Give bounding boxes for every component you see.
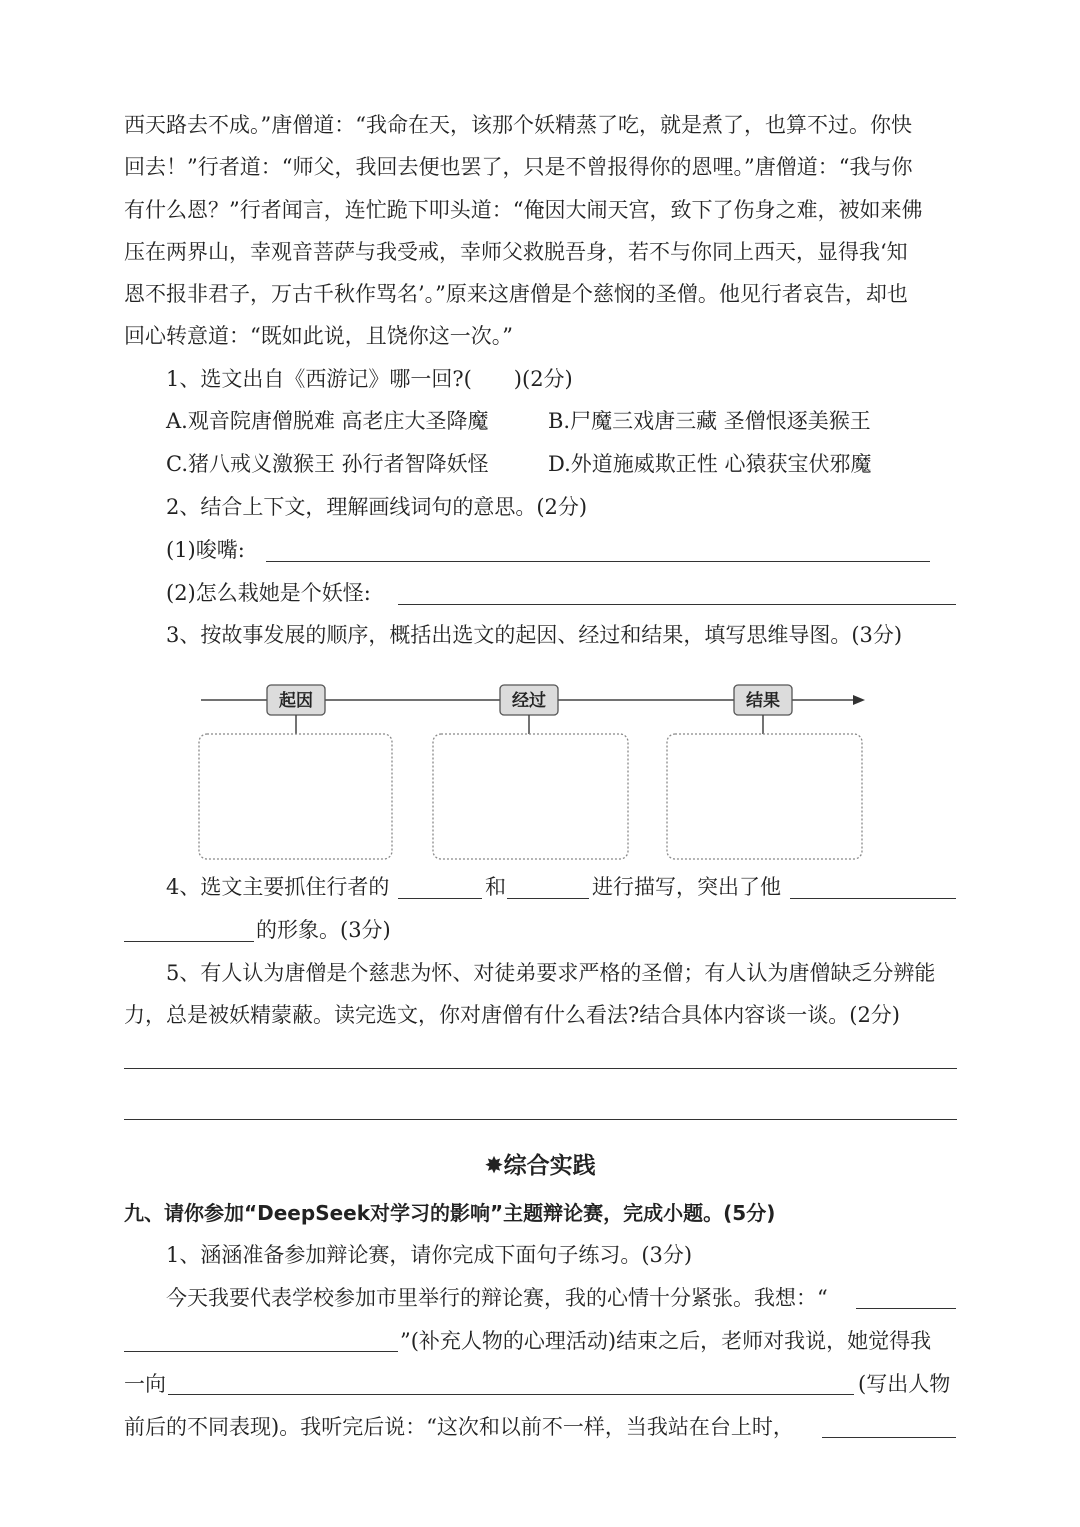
cause-label: 起因 <box>279 691 313 711</box>
q4-line-1 <box>0 866 1080 908</box>
q5-line-1 <box>0 952 1080 994</box>
result-label: 结果 <box>746 691 780 711</box>
q9-sub-1 <box>0 1234 1080 1276</box>
q9-sub-1-text: 1、涵涵准备参加辩论赛，请你完成下面句子练习。(3分) <box>166 1243 693 1267</box>
result-answer-box[interactable] <box>667 734 862 859</box>
q9-exercise-text-1: 今天我要代表学校参加市里举行的辩论赛，我的心情十分紧张。我想：“ <box>166 1286 828 1310</box>
q1-option-a[interactable]: A.观音院唐僧脱难 高老庄大圣降魔 <box>166 409 489 433</box>
q1-stem-text: 1、选文出自《西游记》哪一回?( )(2分) <box>166 367 573 391</box>
q9-exercise-line-2 <box>0 1320 1080 1362</box>
q1-options-row-2 <box>0 443 1080 485</box>
q4-blank-1[interactable] <box>398 898 482 899</box>
passage-line-2 <box>0 146 1080 188</box>
q9-stem <box>0 1192 1080 1234</box>
q2-item-2 <box>0 572 1080 614</box>
q5-text-2: 力，总是被妖精蒙蔽。读完选文，你对唐僧有什么看法?结合具体内容谈一谈。(2分) <box>124 1003 901 1027</box>
q1-option-c[interactable]: C.猪八戒义激猴王 孙行者智降妖怪 <box>166 452 489 476</box>
q9-blank-stage[interactable] <box>822 1437 956 1438</box>
q4-text-2: 和 <box>485 875 506 899</box>
passage-text: 恩不报非君子，万古千秋作骂名’。”原来这唐僧是个慈悯的圣僧。他见行者哀告，却也 <box>124 282 908 306</box>
process-label: 经过 <box>512 691 546 711</box>
q4-text-3: 进行描写，突出了他 <box>592 875 781 899</box>
q5-text-1: 5、有人认为唐僧是个慈悲为怀、对徒弟要求严格的圣僧；有人认为唐僧缺乏分辨能 <box>166 961 936 985</box>
q9-blank-behavior[interactable] <box>168 1394 854 1395</box>
q4-blank-3[interactable] <box>790 898 956 899</box>
q1-option-d[interactable]: D.外道施威欺正性 心猿获宝伏邪魔 <box>548 452 872 476</box>
passage-text: 回去！”行者道：“师父，我回去便也罢了，只是不曾报得你的恩哩。”唐僧道：“我与你 <box>124 155 913 179</box>
passage-line-3 <box>0 189 1080 231</box>
q2-item-1 <box>0 529 1080 571</box>
q9-blank-thought[interactable] <box>856 1308 956 1309</box>
q5-answer-line-1[interactable] <box>124 1068 957 1069</box>
q2-item-2-label: (2)怎么栽她是个妖怪: <box>166 581 371 605</box>
passage-line-4 <box>0 231 1080 273</box>
q2-answer-1-blank[interactable] <box>266 561 930 562</box>
q9-stem-text: 九、请你参加“DeepSeek对学习的影响”主题辩论赛，完成小题。(5分) <box>124 1201 776 1225</box>
process-answer-box[interactable] <box>433 734 628 859</box>
q5-answer-line-2[interactable] <box>124 1119 957 1120</box>
q2-item-1-label: (1)唆嘴: <box>166 538 245 562</box>
section-title <box>0 1146 1080 1186</box>
q9-exercise-text-4: 前后的不同表现)。我听完后说：“这次和以前不一样，当我站在台上时， <box>124 1415 794 1439</box>
q1-options-row-1 <box>0 400 1080 442</box>
passage-text: 压在两界山，幸观音菩萨与我受戒，幸师父救脱吾身，若不与你同上西天，显得我‘知 <box>124 240 908 264</box>
section-title-text: 综合实践 <box>503 1153 596 1179</box>
q2-answer-2-blank[interactable] <box>398 604 956 605</box>
mind-map <box>195 676 875 868</box>
passage-line-6 <box>0 315 1080 357</box>
q2-stem <box>0 486 1080 528</box>
q9-exercise-text-3a: 一向 <box>124 1372 166 1396</box>
sunburst-icon: ✸ <box>484 1153 504 1179</box>
q9-exercise-line-4 <box>0 1406 1080 1448</box>
result-node <box>667 685 862 859</box>
q4-text-4: 的形象。(3分) <box>256 918 391 942</box>
passage-text: 西天路去不成。”唐僧道：“我命在天，该那个妖精蒸了吃，就是煮了，也算不过。你快 <box>124 113 912 137</box>
passage-line-1 <box>0 104 1080 146</box>
q5-line-2 <box>0 994 1080 1036</box>
q3-stem <box>0 614 1080 656</box>
passage-text: 回心转意道：“既如此说，且饶你这一次。” <box>124 324 513 348</box>
q4-line-2 <box>0 909 1080 951</box>
cause-answer-box[interactable] <box>199 734 392 859</box>
q4-blank-2[interactable] <box>507 898 589 899</box>
timeline-arrowhead-icon <box>853 695 865 705</box>
q9-exercise-line-3 <box>0 1363 1080 1405</box>
q9-exercise-text-3b: (写出人物 <box>858 1372 951 1396</box>
q1-option-b[interactable]: B.尸魔三戏唐三藏 圣僧恨逐美猴王 <box>548 409 871 433</box>
q9-exercise-text-2: ”(补充人物的心理活动)结束之后，老师对我说，她觉得我 <box>400 1329 932 1353</box>
q4-text-1: 4、选文主要抓住行者的 <box>166 875 390 899</box>
q2-stem-text: 2、结合上下文，理解画线词句的意思。(2分) <box>166 495 588 519</box>
cause-node <box>199 685 392 859</box>
q3-stem-text: 3、按故事发展的顺序，概括出选文的起因、经过和结果，填写思维导图。(3分) <box>166 623 903 647</box>
q1-stem <box>0 358 1080 400</box>
process-node <box>433 685 628 859</box>
passage-text: 有什么恩？”行者闻言，连忙跪下叩头道：“俺因大闹天宫，致下了伤身之难，被如来佛 <box>124 198 923 222</box>
q9-exercise-line-1 <box>0 1277 1080 1319</box>
passage-line-5 <box>0 273 1080 315</box>
